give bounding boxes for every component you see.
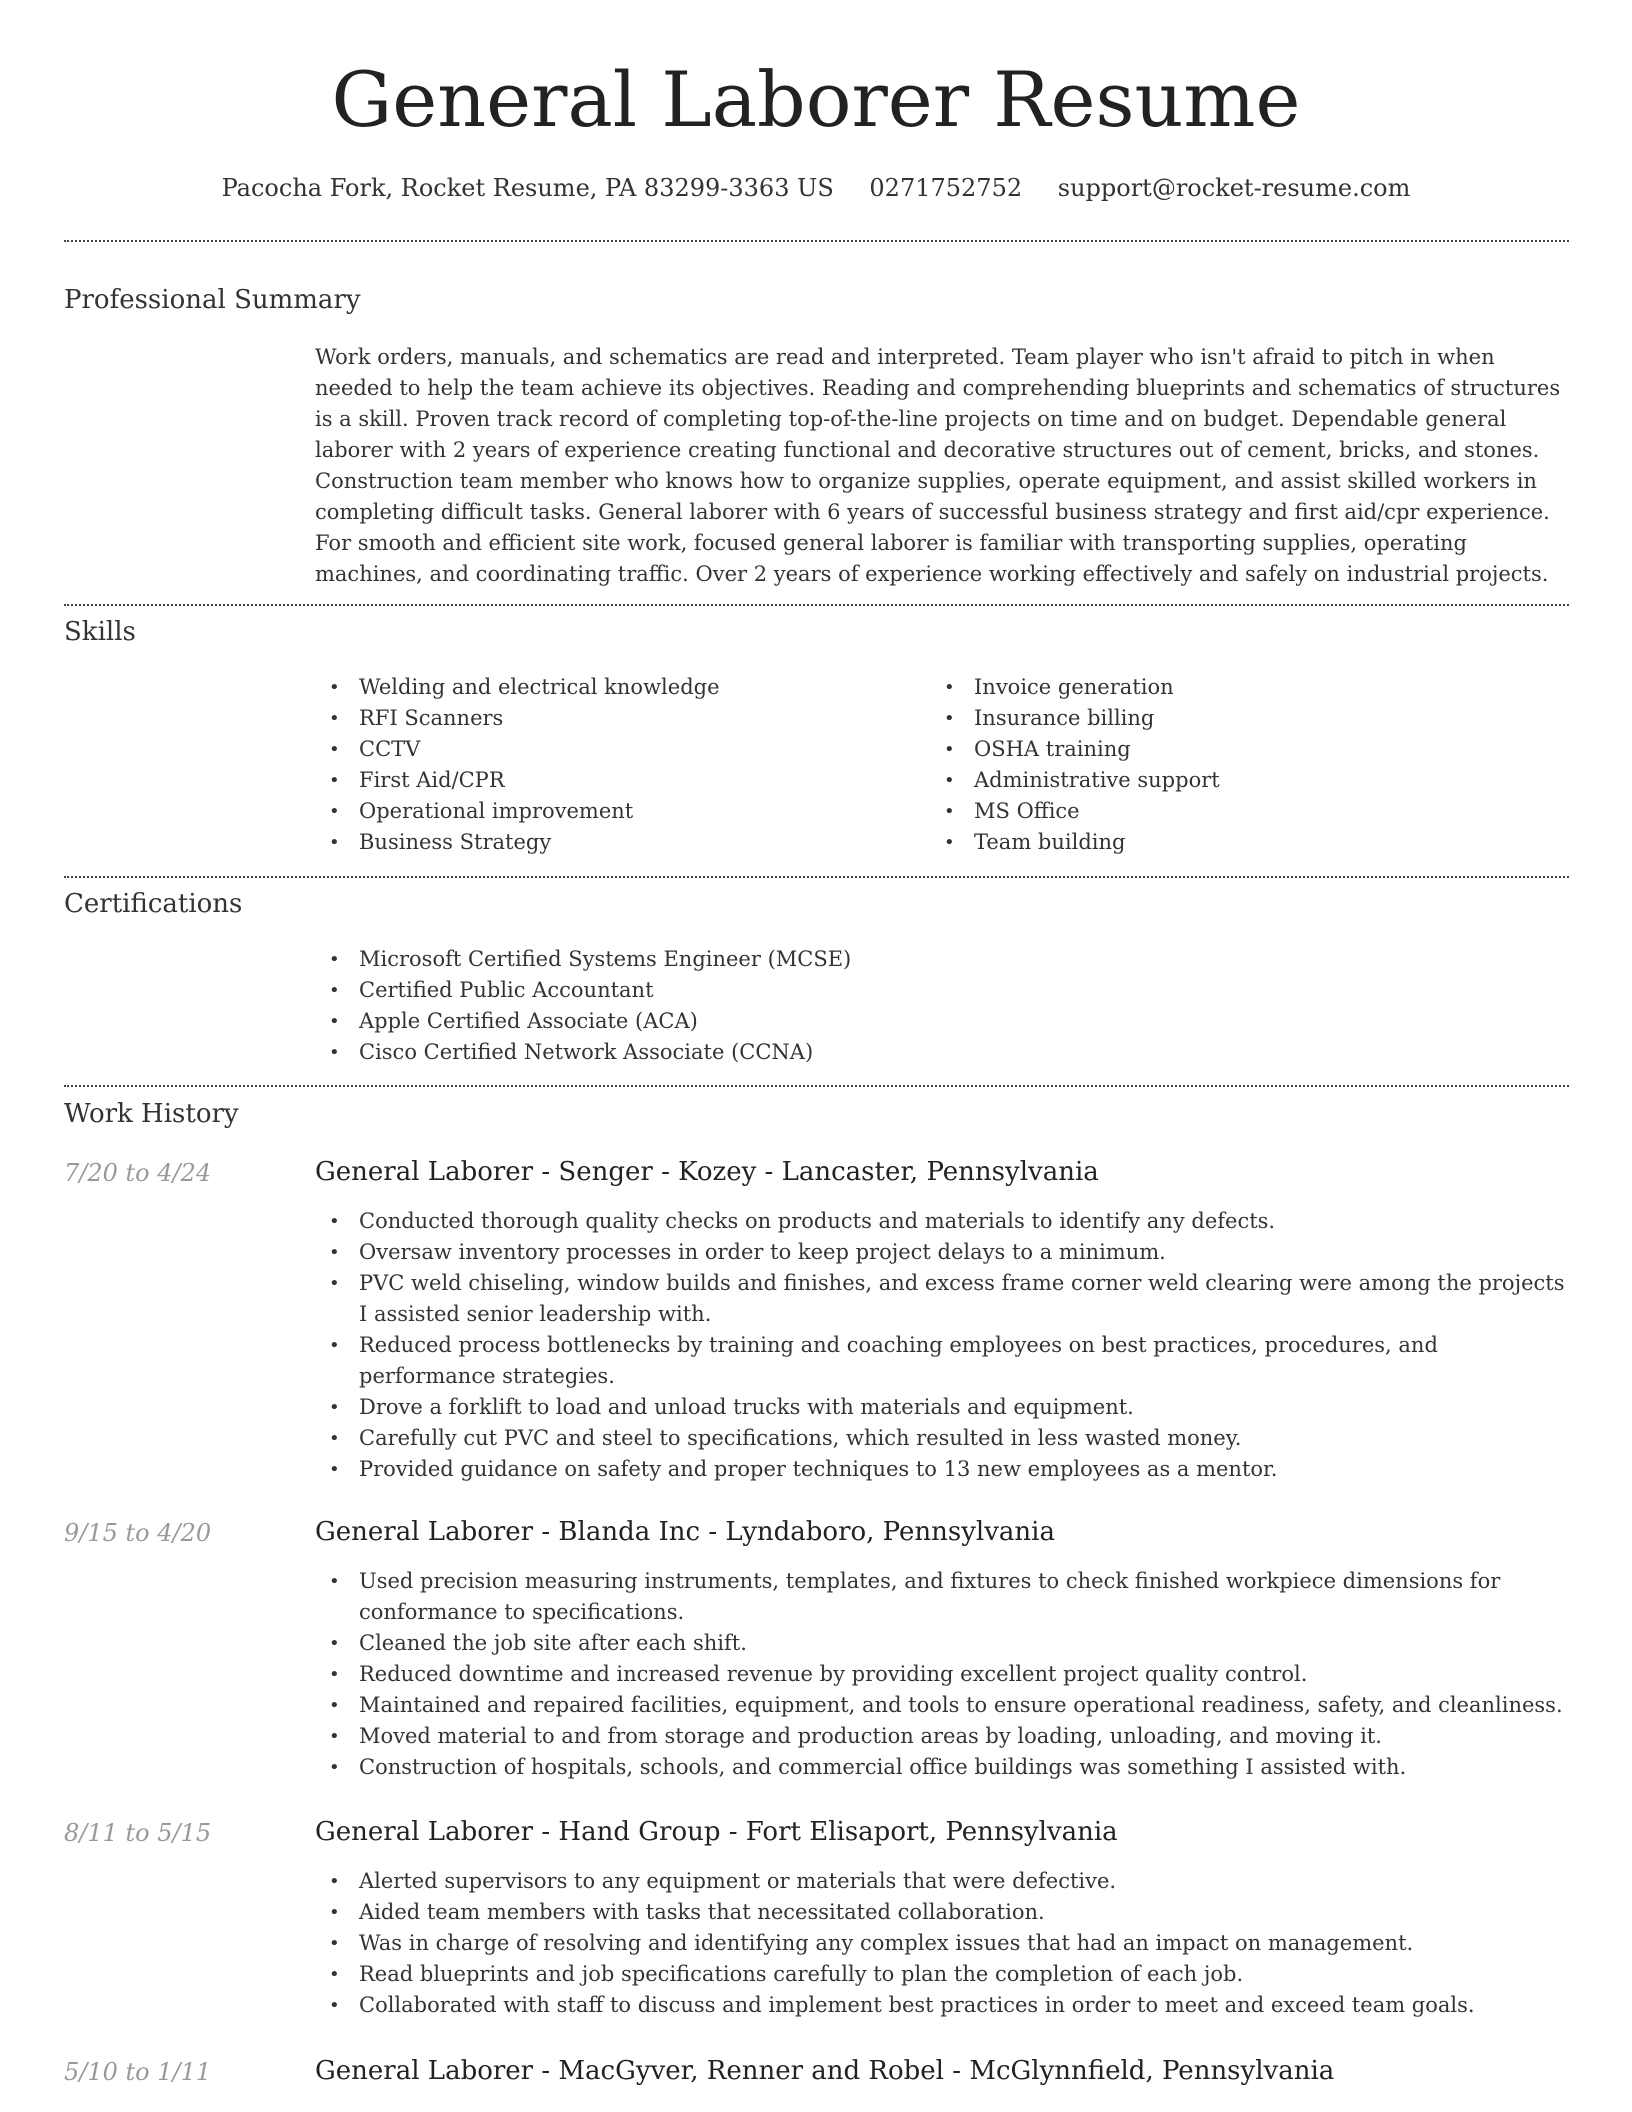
- job-bullet: • Reduced downtime and increased revenue by providing excellent project quality control.: [315, 1659, 1565, 1690]
- job-bullets: [315, 1206, 1565, 1485]
- job-bullet: • PVC weld chiseling, window builds and finishes, and excess frame corner weld clearing were among the projects I assisted senior leadership with.: [315, 1268, 1565, 1330]
- skill-item: • Administrative support: [930, 765, 1530, 796]
- job-dates: 5/10 to 1/11: [64, 2058, 212, 2086]
- section-title-work-history: Work History: [64, 1099, 239, 1129]
- contact-email: support@rocket-resume.com: [1057, 174, 1411, 202]
- skill-item: • MS Office: [930, 796, 1530, 827]
- certification-item: • Apple Certified Associate (ACA): [315, 1006, 1565, 1037]
- job-bullet: • Carefully cut PVC and steel to specifications, which resulted in less wasted money.: [315, 1423, 1565, 1454]
- page-title: General Laborer Resume: [331, 55, 1301, 144]
- contact-phone: 0271752752: [869, 174, 1023, 202]
- job-bullet: • Reduced process bottlenecks by training and coaching employees on best practices, procedures, and performance strategies.: [315, 1330, 1565, 1392]
- job-bullet: • Maintained and repaired facilities, equipment, and tools to ensure operational readiness, safety, and cleanliness.: [315, 1690, 1565, 1721]
- certification-item: • Microsoft Certified Systems Engineer (MCSE): [315, 944, 1565, 975]
- job-bullets: [315, 1566, 1565, 1783]
- skill-item: • Welding and electrical knowledge: [315, 672, 915, 703]
- divider: [64, 1085, 1569, 1087]
- job-bullet: • Cleaned the job site after each shift.: [315, 1628, 1565, 1659]
- contact-line: [0, 170, 1632, 206]
- job-bullet: • Aided team members with tasks that necessitated collaboration.: [315, 1897, 1565, 1928]
- job-dates: 7/20 to 4/24: [64, 1159, 212, 1187]
- certifications-list: [315, 944, 1565, 1068]
- job-bullet: • Oversaw inventory processes in order to keep project delays to a minimum.: [315, 1237, 1565, 1268]
- job-bullets: [315, 1866, 1565, 2021]
- skill-item: • Business Strategy: [315, 827, 915, 858]
- job-bullet: • Read blueprints and job specifications carefully to plan the completion of each job.: [315, 1959, 1565, 1990]
- certification-item: • Certified Public Accountant: [315, 975, 1565, 1006]
- job-bullet: • Conducted thorough quality checks on products and materials to identify any defects.: [315, 1206, 1565, 1237]
- skill-item: • First Aid/CPR: [315, 765, 915, 796]
- job-dates: 9/15 to 4/20: [64, 1519, 212, 1547]
- job-bullet: • Construction of hospitals, schools, and commercial office buildings was something I assisted with.: [315, 1752, 1565, 1783]
- section-title-summary: Professional Summary: [64, 285, 361, 315]
- divider: [64, 240, 1569, 242]
- job-bullet: • Alerted supervisors to any equipment or materials that were defective.: [315, 1866, 1565, 1897]
- section-title-skills: Skills: [64, 617, 136, 647]
- job-bullet: • Drove a forklift to load and unload trucks with materials and equipment.: [315, 1392, 1565, 1423]
- skills-list-left: [315, 672, 915, 858]
- summary-text: Work orders, manuals, and schematics are read and interpreted. Team player who isn't afraid to pitch in when needed to help the team achieve its objectives. Reading and comprehending blueprints and schematics of structures is a skill. Proven track record of completing top-of-the-line projects on time and on budget. Dependable general laborer with 2 years of experience creating functional and decorative structures out of cement, bricks, and stones. Construction team member who knows how to organize supplies, operate equipment, and assist skilled workers in completing difficult tasks. General laborer with 6 years of successful business strategy and first aid/cpr experience. For smooth and efficient site work, focused general laborer is familiar with transporting supplies, operating machines, and coordinating traffic. Over 2 years of experience working effectively and safely on industrial projects.: [315, 345, 1561, 586]
- job-bullet: • Moved material to and from storage and production areas by loading, unloading, and moving it.: [315, 1721, 1565, 1752]
- skill-item: • OSHA training: [930, 734, 1530, 765]
- section-title-certifications: Certifications: [64, 889, 243, 919]
- job-title: General Laborer - Senger - Kozey - Lancaster, Pennsylvania: [315, 1157, 1099, 1187]
- divider: [64, 604, 1569, 606]
- job-bullet: • Used precision measuring instruments, templates, and fixtures to check finished workpiece dimensions for conformance to specifications.: [315, 1566, 1565, 1628]
- skill-item: • Operational improvement: [315, 796, 915, 827]
- job-bullet: • Collaborated with staff to discuss and implement best practices in order to meet and exceed team goals.: [315, 1990, 1565, 2021]
- job-dates: 8/11 to 5/15: [64, 1819, 212, 1847]
- job-title: General Laborer - Blanda Inc - Lyndaboro, Pennsylvania: [315, 1517, 1055, 1547]
- divider: [64, 876, 1569, 878]
- job-bullet: • Was in charge of resolving and identifying any complex issues that had an impact on management.: [315, 1928, 1565, 1959]
- skill-item: • CCTV: [315, 734, 915, 765]
- skill-item: • Invoice generation: [930, 672, 1530, 703]
- skill-item: • Team building: [930, 827, 1530, 858]
- skill-item: • Insurance billing: [930, 703, 1530, 734]
- skills-list-right: [930, 672, 1530, 858]
- job-title: General Laborer - Hand Group - Fort Elisaport, Pennsylvania: [315, 1817, 1118, 1847]
- certification-item: • Cisco Certified Network Associate (CCNA): [315, 1037, 1565, 1068]
- skill-item: • RFI Scanners: [315, 703, 915, 734]
- job-title: General Laborer - MacGyver, Renner and Robel - McGlynnfield, Pennsylvania: [315, 2056, 1335, 2086]
- job-bullet: • Provided guidance on safety and proper techniques to 13 new employees as a mentor.: [315, 1454, 1565, 1485]
- contact-address: Pacocha Fork, Rocket Resume, PA 83299-3363 US: [221, 174, 834, 202]
